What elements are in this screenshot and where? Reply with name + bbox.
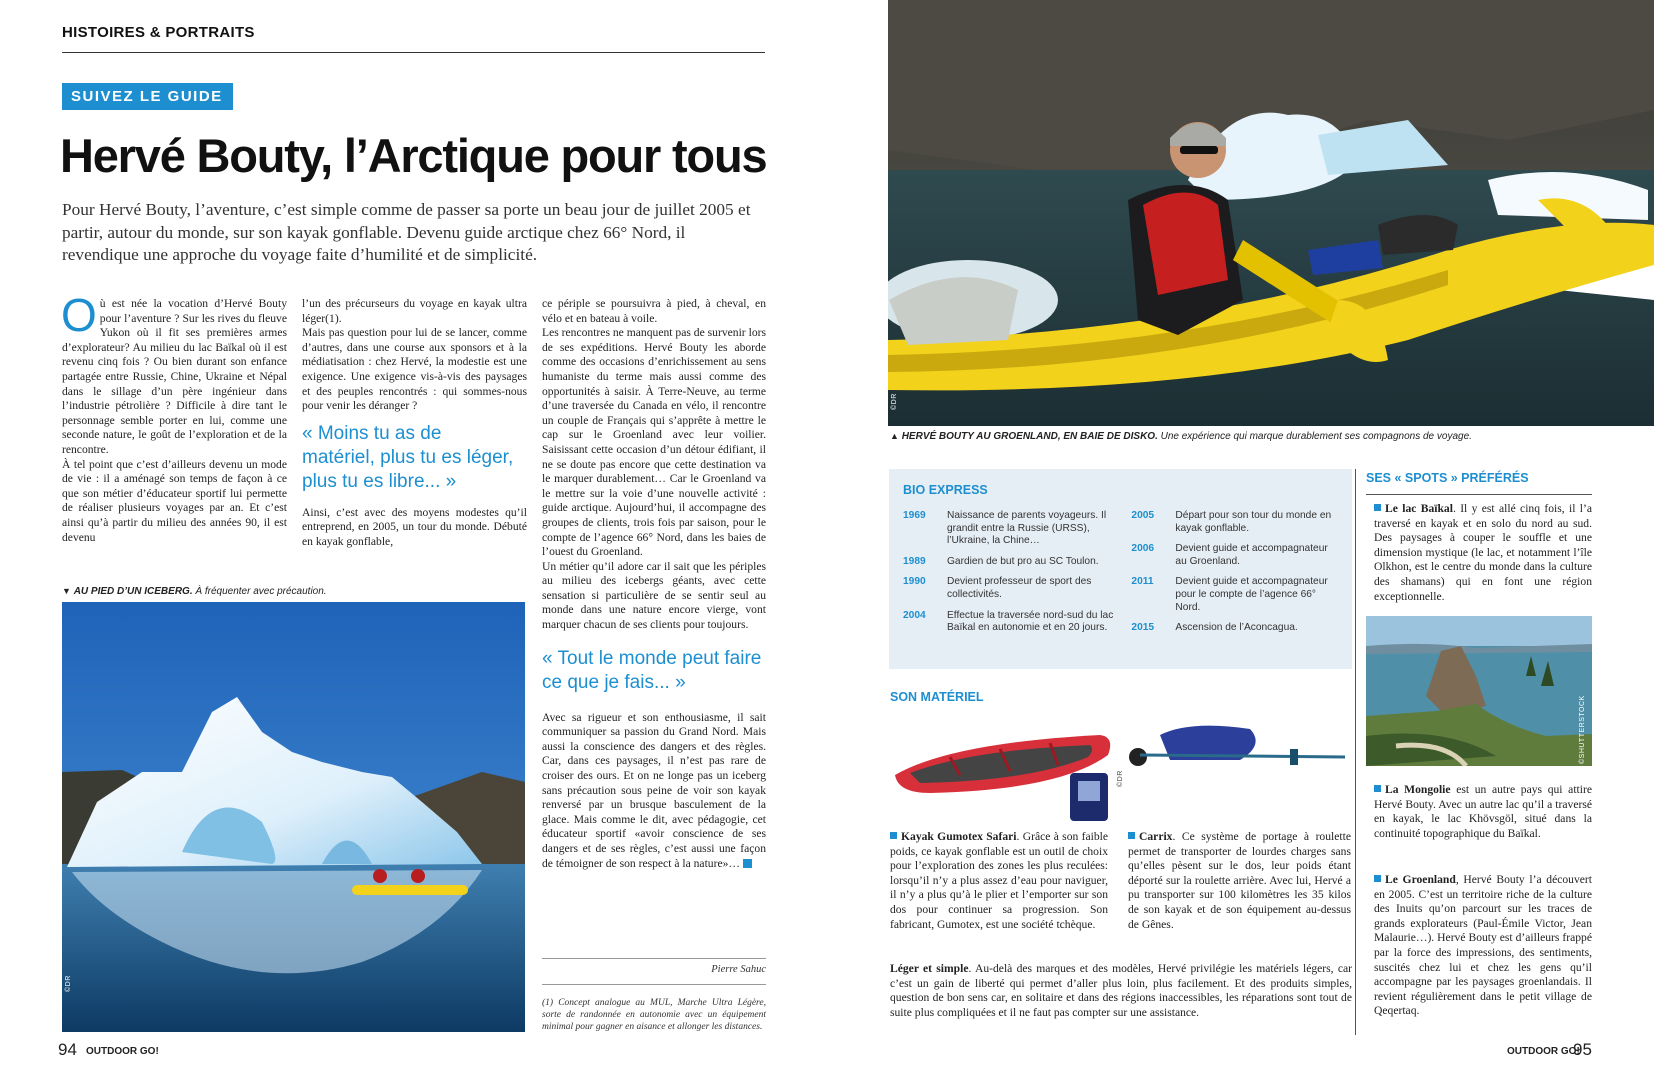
bio-entry: 1990 Devient professeur de sport des collectivités.	[903, 576, 1092, 600]
paragraph: Avec sa rigueur et son enthousiasme, il sait communiquer sa passion du Grand Nord. Mais aussi la conscience des dangers et des règles. Car, dans ces paysages, il n’est pas rare de croiser des ours. Et on ne longe pas un iceberg sans précaution sous peine de voir son kayak renversé par un brusque basculement de la glace. Mais comme le dit, avec pédagogie, cet éducateur sportif «avoir conscience de ses dangers et de ses règles, c’est aussi une façon de témoigner de son respect à la nature»…	[542, 710, 766, 870]
kayak-illustration	[888, 0, 1654, 426]
bio-entry: 2015 Ascension de l’Aconcagua.	[1131, 622, 1298, 634]
down-triangle-icon: ▼	[62, 586, 71, 596]
paragraph: Les rencontres ne manquent pas de survenir lors de ses expéditions. Hervé Bouty les aborde comme des occasions d’enrichissement au sens humaniste du terme mais aussi comme des opportunités à saisir. À Terre-Neuve, au terme d’une traversée du Canada en vélo, il rencontre un couple de Français qui s’apprête à mettre le cap sur le Groenland avec leur voilier. Saisissant cette occasion d’un détour édifiant, il ne se doute pas encore que cette destination va le marquer durablement… Car le Groenland va le mettre sur la voie d’une nouvelle activité : guide arctique. Aujourd’hui, il accompagne des groupes de clients, trois fois par saison, pour le compte de l’agence 66° Nord, dans les baies de l’ouest du Groenland.	[542, 326, 766, 559]
section-rule	[62, 52, 765, 53]
iceberg-photo	[62, 602, 525, 1032]
baikal-illustration	[1366, 616, 1592, 766]
bullet-square-icon	[890, 832, 897, 839]
article-column-3	[542, 297, 766, 871]
end-mark-icon	[743, 859, 752, 868]
photo-credit: ©DR	[65, 975, 72, 992]
bio-column-right	[1131, 510, 1338, 643]
guide-tag: SUIVEZ LE GUIDE	[62, 83, 233, 110]
article-lead: Pour Hervé Bouty, l’aventure, c’est simple comme de passer sa porte un beau jour de juillet 2005 et partir, autour du monde, sur son kayak gonflable. Devenu guide arctique chez 66° Nord, il revendique une approche du voyage faite d’humilité et de simplicité.	[62, 200, 751, 264]
paragraph: À tel point que c’est d’ailleurs devenu un mode de vie : il a aménagé son temps de façon à ce que son métier d’éducateur sportif lui permette de réaliser plusieurs voyages par an. Et c’est ainsi qu’à partir du milieu des années 90, il est devenu	[62, 457, 287, 544]
paragraph: Un métier qu’il adore car il sait que les périples au milieu des icebergs géants, avec cette sensation si particulière de se sentir seul au monde dans une nature encore vierge, vont marquer chacun de ses clients pour toujours.	[542, 559, 766, 632]
magazine-name-right: OUTDOOR GO!	[1507, 1046, 1580, 1057]
bio-entry: 2005 Départ pour son tour du monde en kayak gonflable.	[1131, 510, 1332, 534]
bio-entry: 2004 Effectue la traversée nord-sud du lac Baïkal en autonomie et en 20 jours.	[903, 609, 1114, 634]
bullet-square-icon	[1128, 832, 1135, 839]
photo-caption-kayak: ▲ HERVÉ BOUTY AU GROENLAND, EN BAIE DE DISKO. Une expérience qui marque durablement ses compagnons de voyage.	[890, 431, 1472, 442]
baikal-photo	[1366, 616, 1592, 766]
gear-light-text: Léger et simple. Au-delà des marques et des modèles, Hervé privilégie les matériels légers, car c’est un gain de liberté qui permet d’aller plus loin, plus facilement. Et des produits simples, question de bon sens car, en solitaire et dans des régions inaccessibles, les réparations sont tout de suite plus compliquées et il ne faut pas compter sur une assistance.	[890, 962, 1352, 1019]
paragraph: Ainsi, c’est avec des moyens modestes qu’il entreprend, en 2005, un tour du monde. Débuté en kayak gonflable,	[302, 505, 527, 548]
photo-credit: ©SHUTTERSTOCK	[1579, 695, 1586, 764]
spot-mongolie: La Mongolie est un autre pays qui attire Hervé Bouty. Avec un autre lac qu’il a traversé en kayak, le lac Khövsgöl, situé dans la continuité topographique du Baïkal.	[1374, 783, 1592, 840]
bio-entry: 1969 Naissance de parents voyageurs. Il grandit entre la Russie (URSS), l’Ukraine, la Chine…	[903, 510, 1107, 547]
spots-rule	[1366, 494, 1592, 495]
sidebar-divider	[1355, 469, 1356, 1035]
photo-credit: ©DR	[1117, 770, 1124, 787]
iceberg-illustration	[62, 602, 525, 1032]
bio-entry: 2011 Devient guide et accompagnateur pour le compte de l’agence 66° Nord.	[1131, 576, 1328, 613]
photo-credit: ©DR	[891, 393, 898, 410]
bio-column-left	[903, 510, 1119, 643]
gear-title: SON MATÉRIEL	[890, 690, 984, 704]
bio-express-box	[889, 469, 1352, 669]
author: Pierre Sahuc	[711, 964, 766, 975]
bullet-square-icon	[1374, 875, 1381, 882]
paragraph: ù est née la vocation d’Hervé Bouty pour l’aventure ? Sur les rives du fleuve Yukon où il fit ses premières armes d’explorateur? Au milieu du lac Baïkal où il est revenu cinq fois ? Ou bien durant son enfance partagée entre Russie, Chine, Ukraine et Népal dans le sillage d’un père ingénieur dans l’industrie pétrolière ? Difficile à dire tant le personnage semble porter en lui, comme une seconde nature, le goût de l’exploration et de la rencontre.	[62, 297, 287, 456]
spot-groenland: Le Groenland, Hervé Bouty l’a découvert en 2005. C’est un territoire riche de la culture des Inuits qu’on parcourt sur les traces de grands explorateurs (Paul-Émile Victor, Jean Malaurie…). Hervé Bouty est d’ailleurs frappé par la force des impressions, des sentiments, suscités chez lui et chez les gens qu’il accompagne par les paysages groenlandais. Il revient régulièrement dans le petit village de Qeqertaq.	[1374, 873, 1592, 1018]
pull-quote-2: « Tout le monde peut faire ce que je fais... »	[542, 647, 762, 693]
bio-entry: 2006 Devient guide et accompagnateur au Groenland.	[1131, 543, 1328, 567]
bio-express-title: BIO EXPRESS	[903, 483, 988, 497]
footnote: (1) Concept analogue au MUL, Marche Ultra Légère, sorte de randonnée en autonomie avec un équipement minimal pour gagner en aisance et allonger les distances.	[542, 998, 766, 1032]
photo-caption-iceberg: ▼ AU PIED D’UN ICEBERG. À fréquenter avec précaution.	[62, 586, 327, 597]
kayak-photo	[888, 0, 1654, 426]
pull-quote-1: « Moins tu as de matériel, plus tu es léger, plus tu es libre... »	[302, 422, 514, 492]
bullet-square-icon	[1374, 504, 1381, 511]
magazine-name-left: OUTDOOR GO!	[86, 1046, 159, 1057]
page-number-right: 95	[1573, 1040, 1592, 1059]
gear-illustration	[890, 715, 1352, 825]
spots-title: SES « SPOTS » PRÉFÉRÉS	[1366, 471, 1529, 485]
section-header: HISTOIRES & PORTRAITS	[62, 24, 255, 41]
article-title: Hervé Bouty, l’Arctique pour tous	[60, 129, 767, 182]
paragraph: Mais pas question pour lui de se lancer, comme d’autres, dans une course aux sponsors et à la médiatisation : chez Hervé, la modestie est une exigence. Une exigence vis-à-vis des paysages et des peuples rencontrés : qui sommes-nous pour venir les déranger ?	[302, 326, 527, 413]
gear-kayak-text: Kayak Gumotex Safari. Grâce à son faible poids, ce kayak gonflable est un outil de choix pour l’exploration des zones les plus reculées: lorsqu’il n’y a plus assez d’eau pour naviguer, il n’y a plus qu’à le plier et l’emporter sur son dos pour continuer sa progression. Son fabricant, Gumotex, est une société tchèque.	[890, 830, 1108, 931]
up-triangle-icon: ▲	[890, 431, 899, 441]
spot-baikal: Le lac Baïkal. Il y est allé cinq fois, il l’a traversé en kayak et en solo du nord au sud. Des paysages à couper le souffle et une dimension mystique (le lac, et notamment l’île Olkhon, est le centre du monde dans la culture des shamans) qui en font une région exceptionnelle.	[1374, 502, 1593, 603]
paragraph: ce périple se poursuivra à pied, à cheval, en vélo et en bateau à voile.	[542, 297, 766, 325]
bio-entry: 1989 Gardien de but pro au SC Toulon.	[903, 555, 1099, 567]
page-number-left: 94	[58, 1040, 77, 1059]
article-column-2	[302, 297, 527, 550]
author-rule	[542, 958, 766, 959]
bullet-square-icon	[1374, 785, 1381, 792]
paragraph: l’un des précurseurs du voyage en kayak ultra léger(1).	[302, 297, 527, 325]
article-column-1	[61, 289, 287, 545]
dropcap: O	[61, 289, 97, 341]
gear-carrix-text: Carrix. Ce système de portage à roulette permet de transporter de lourdes charges sans qu’elles pèsent sur le dos, leur poids étant déporté sur la roulette arrière. Avec lui, Hervé a pu transporter sur 100 kilomètres les 35 kilos de son kayak et de son équipement au-dessus de Gênes.	[1128, 830, 1351, 931]
author-rule-bottom	[542, 984, 766, 985]
